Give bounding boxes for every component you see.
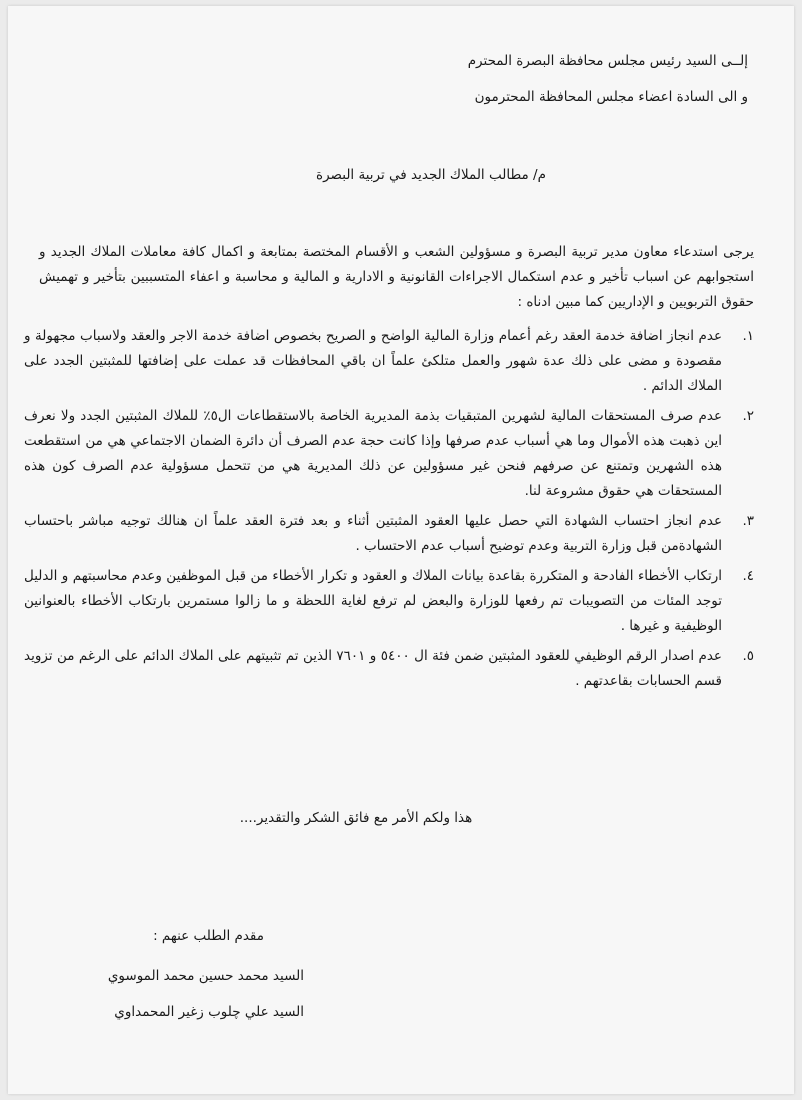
list-item <box>24 644 754 694</box>
item-text: عدم صرف المستحقات المالية لشهرين المتبقيات بذمة المديرية الخاصة بالاستقطاعات ال٥٪ للملاك المثبتين الجدد ولا نعرف اين ذهبت هذه الأموال وما هي أسباب عدم صرفها وإذا كانت حجة عدم الصرف أن دائرة الضمان الاجتماعي هي من استقطعت هذه الشهرين وتمتنع عن صرفهم فنحن غير مسؤولين عن ذلك المديرية هي من تتحمل مسؤولية عدم الصرف كون هذه المستحقات هي حقوق مشروعة لنا. <box>24 408 722 499</box>
subject-line <box>8 166 794 184</box>
item-text: ارتكاب الأخطاء الفادحة و المتكررة بقاعدة بيانات الملاك و العقود و تكرار الأخطاء من قبل الموظفين وعدم محاسبتهم و الدليل توجد المئات من التصويبات تم رفعها للوزارة والبعض لم ترفع لغاية اللحظة و ما زالوا مستمرين بارتكاب الأخطاء بالعنوانين الوظيفية و غيرها . <box>24 568 722 634</box>
closing-line <box>8 809 794 827</box>
signature-heading: مقدم الطلب عنهم : <box>153 928 264 944</box>
letter-page <box>8 6 794 1094</box>
item-text: عدم انجاز اضافة خدمة العقد رغم أعمام وزارة المالية الواضح و الصريح بخصوص اضافة خدمة الاجر والعقد ولاسباب مجهولة و مقصودة و مضى على ذلك عدة شهور والعمل متلكئ علماً ان باقي المحافظات قد عملت على إضافتها للمثبتين الجدد على الملاك الدائم . <box>24 328 722 394</box>
intro-text: يرجى استدعاء معاون مدير تربية البصرة و مسؤولين الشعب و الأقسام المختصة بمتابعة و اكمال كافة معاملات الملاك الجديد و استجوابهم عن اسباب تأخير و عدم استكمال الاجراءات القانونية و الادارية و المالية و محاسبة و اعفاء المتسببين بتأخير و تهميش حقوق التربويين و الإداريين كما مبين ادناه : <box>39 244 754 310</box>
item-number: ١. <box>742 328 754 344</box>
list-item <box>24 509 754 559</box>
item-text: عدم انجاز احتساب الشهادة التي حصل عليها العقود المثبتين أثناء و بعد فترة العقد علماً ان هنالك توجيه مباشر باحتساب الشهادةمن قبل وزارة التربية وعدم توضيح أسباب عدم الاحتساب . <box>24 513 722 554</box>
recipient-line-1: إلــى السيد رئيس مجلس محافظة البصرة المحترم <box>467 53 748 69</box>
item-text: عدم اصدار الرقم الوظيفي للعقود المثبتين ضمن فئة ال ٥٤٠٠ و ٧٦٠١ الذين تم تثبيتهم على الملاك الدائم على الرغم من تزويد قسم الحسابات بقاعدتهم . <box>24 648 722 689</box>
subject-text: م/ مطالب الملاك الجديد في تربية البصرة <box>316 167 546 183</box>
closing-text: هذا ولكم الأمر مع فائق الشكر والتقدير.... <box>239 810 473 826</box>
item-number: ٣. <box>742 513 754 529</box>
list-item <box>24 324 754 399</box>
item-number: ٤. <box>742 568 754 584</box>
demands-list <box>24 324 754 699</box>
item-number: ٢. <box>742 408 754 424</box>
list-item <box>24 404 754 504</box>
item-number: ٥. <box>742 648 754 664</box>
recipient-line-2: و الى السادة اعضاء مجلس المحافظة المحترمون <box>474 89 748 105</box>
intro-paragraph <box>39 240 754 315</box>
list-item <box>24 564 754 639</box>
signatory-name-1: السيد محمد حسين محمد الموسوي <box>107 968 304 984</box>
signatory-name-2: السيد علي چلوب زغير المحمداوي <box>114 1004 304 1020</box>
